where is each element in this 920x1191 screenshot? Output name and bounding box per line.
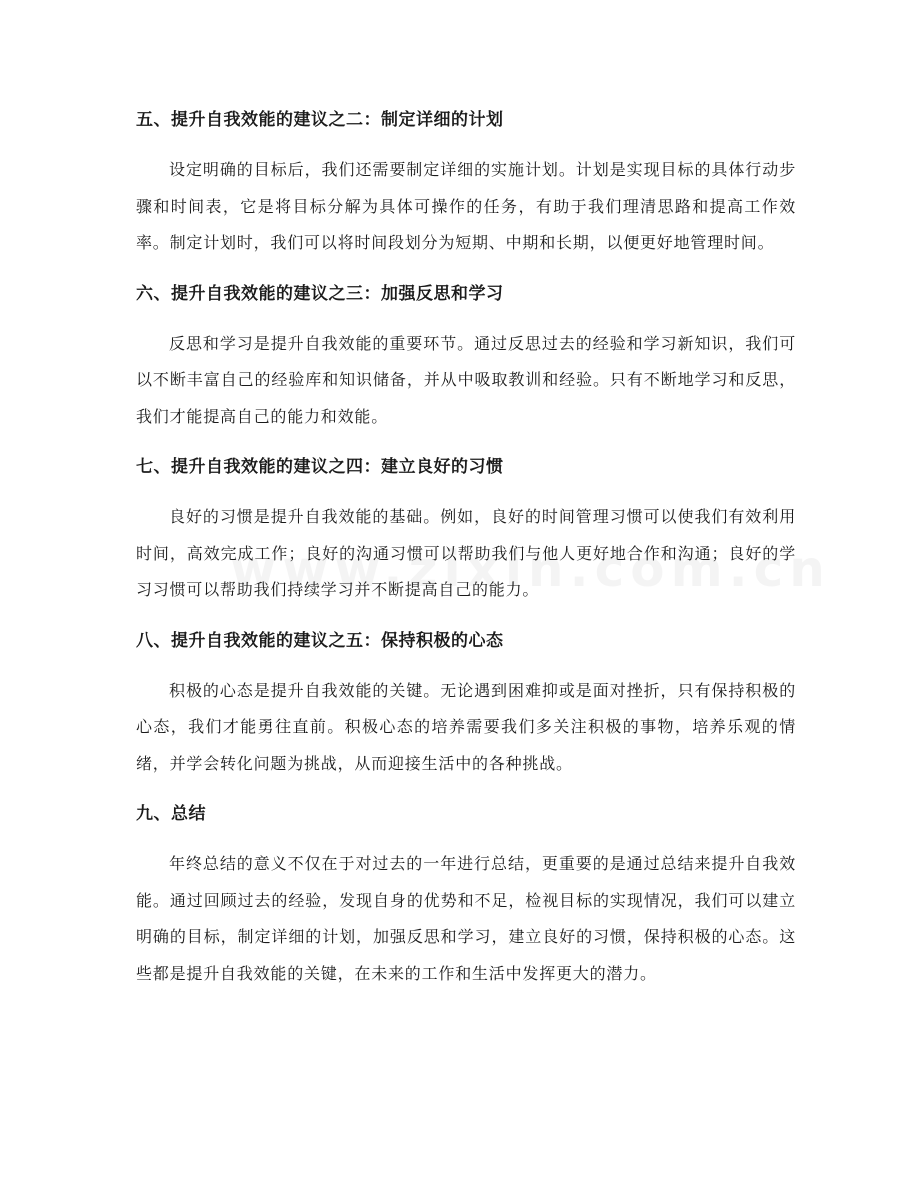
section-reflection	[136, 276, 796, 436]
section-heading: 七、提升自我效能的建议之四：建立良好的习惯	[136, 457, 504, 477]
section-paragraph: 良好的习惯是提升自我效能的基础。例如，良好的时间管理习惯可以使我们有效利用时间，高效完成工作；良好的沟通习惯可以帮助我们与他人更好地合作和沟通；良好的学习习惯可以帮助我们持续学习并不断提高自己的能力。	[136, 507, 796, 599]
section-plan	[136, 102, 796, 262]
section-paragraph: 设定明确的目标后，我们还需要制定详细的实施计划。计划是实现目标的具体行动步骤和时间表，它是将目标分解为具体可操作的任务，有助于我们理清思路和提高工作效率。制定计划时，我们可以将时间段划分为短期、中期和长期，以便更好地管理时间。	[136, 160, 796, 252]
section-heading: 八、提升自我效能的建议之五：保持积极的心态	[136, 630, 504, 651]
section-paragraph: 反思和学习是提升自我效能的重要环节。通过反思过去的经验和学习新知识，我们可以不断丰富自己的经验库和知识储备，并从中吸取教训和经验。只有不断地学习和反思，我们才能提高自己的能力和效能。	[136, 333, 796, 426]
section-mindset	[136, 623, 796, 783]
section-heading: 五、提升自我效能的建议之二：制定详细的计划	[136, 110, 504, 130]
section-paragraph: 年终总结的意义不仅在于对过去的一年进行总结，更重要的是通过总结来提升自我效能。通过回顾过去的经验，发现自身的优势和不足，检视目标的实现情况，我们可以建立明确的目标，制定详细的计划，加强反思和学习，建立良好的习惯，保持积极的心态。这些都是提升自我效能的关键，在未来的工作和生活中发挥更大的潜力。	[136, 854, 796, 983]
section-paragraph: 积极的心态是提升自我效能的关键。无论遇到困难抑或是面对挫折，只有保持积极的心态，我们才能勇往直前。积极心态的培养需要我们多关注积极的事物，培养乐观的情绪，并学会转化问题为挑战，从而迎接生活中的各种挑战。	[136, 680, 796, 773]
section-heading: 六、提升自我效能的建议之三：加强反思和学习	[136, 283, 504, 304]
document-content	[136, 102, 796, 1006]
section-heading: 九、总结	[136, 804, 206, 824]
section-summary	[136, 796, 796, 992]
section-habits	[136, 449, 796, 609]
